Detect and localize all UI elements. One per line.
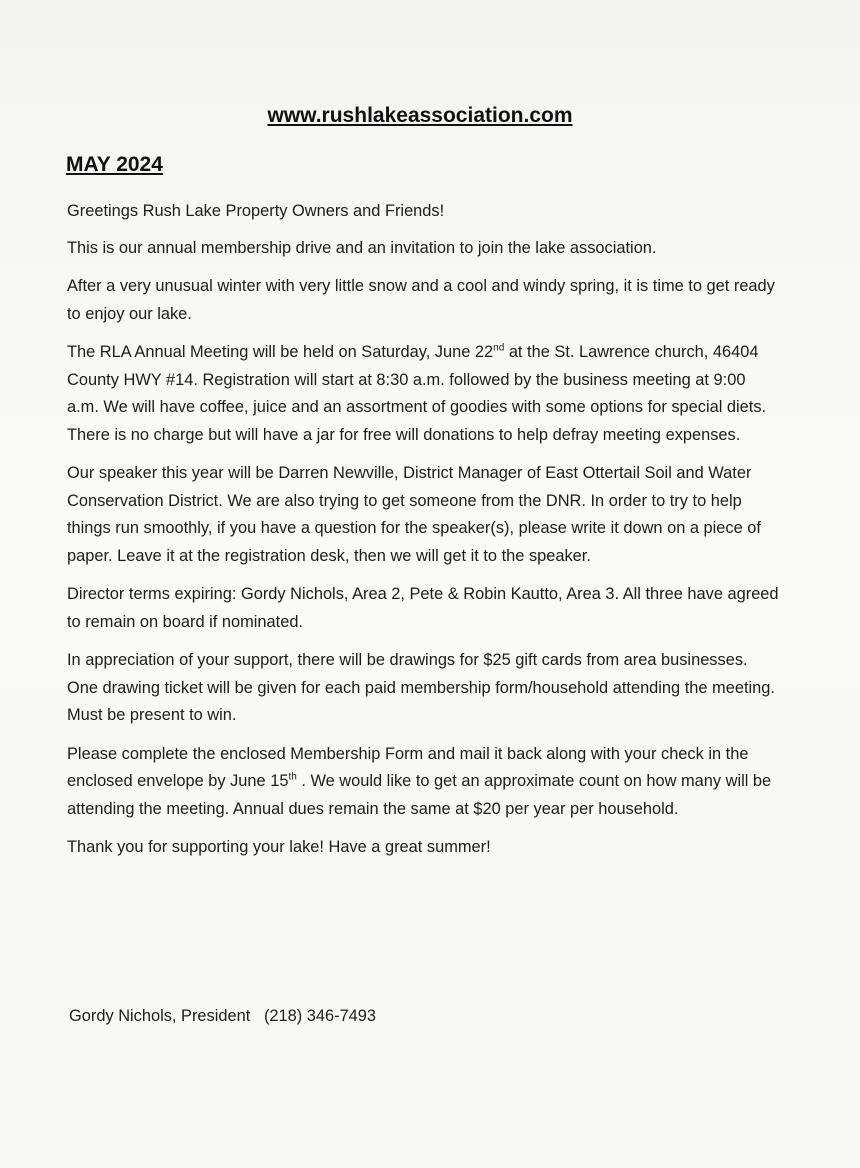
intro-paragraph: This is our annual membership drive and an invitation to join the lake association. (67, 238, 657, 257)
membership-paragraph (67, 741, 779, 824)
winter-paragraph: After a very unusual winter with very little snow and a cool and windy spring, it is time to get ready to enjoy our lake. (67, 277, 775, 323)
signature-line: Gordy Nichols, President (218) 346-7493 (69, 1007, 377, 1025)
greeting-paragraph: Greetings Rush Lake Property Owners and Friends! (67, 202, 445, 220)
directors-paragraph: Director terms expiring: Gordy Nichols, Area 2, Pete & Robin Kautto, Area 3. All three have agreed to remain on board if nominated. (67, 585, 779, 631)
membership-text-start: Please complete the enclosed Membership Form and mail it back along with your check in the enclosed envelope by June 15 (67, 744, 749, 790)
membership-date-suffix: th (288, 771, 297, 783)
drawings-paragraph: In appreciation of your support, there will be drawings for $25 gift cards from area businesses. One drawing ticket will be given for each paid membership form/household attending the meeting. Must be present to win. (67, 651, 775, 724)
meeting-text-start: The RLA Annual Meeting will be held on Saturday, June 22 (67, 343, 494, 361)
meeting-paragraph (67, 339, 779, 449)
meeting-date-suffix: nd (493, 342, 505, 354)
letter-body (67, 198, 779, 862)
speaker-paragraph: Our speaker this year will be Darren Newville, District Manager of East Ottertail Soil and Water Conservation District. We are also trying to get someone from the DNR. In order to try to help things run smoothly, if you have a question for the speaker(s), please write it down on a piece of paper. Leave it at the registration desk, then we will get it to the speaker. (67, 464, 761, 565)
date-heading: MAY 2024 (66, 153, 163, 176)
website-url: www.rushlakeassociation.com (267, 104, 573, 127)
meeting-text-end: at the St. Lawrence church, 46404 County HWY #14. Registration will start at 8:30 a.m. followed by the business meeting at 9:00 a.m. We will have coffee, juice and an assortment of goodies with some options for special diets. There is no charge but will have a jar for free will donations to help defray meeting expenses. (67, 343, 767, 444)
thanks-paragraph: Thank you for supporting your lake! Have a great summer! (67, 838, 491, 856)
membership-text-end: . We would like to get an approximate count on how many will be attending the meeting. Annual dues remain the same at $20 per year per household. (67, 772, 772, 818)
